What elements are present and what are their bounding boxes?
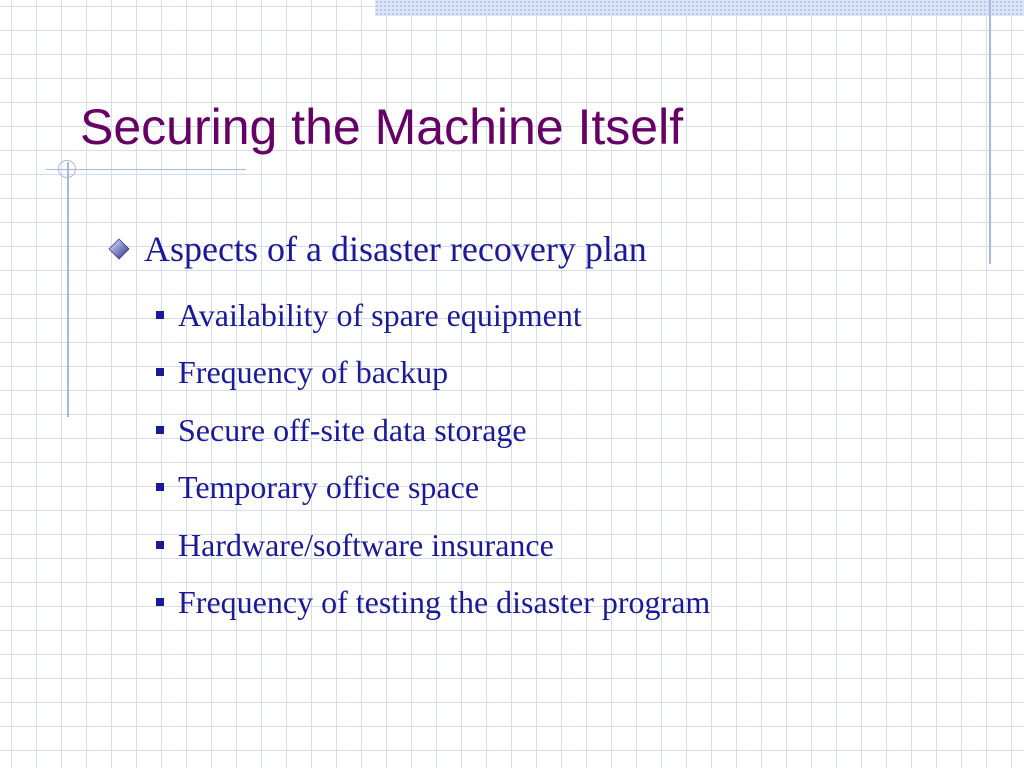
list-item xyxy=(156,516,710,574)
main-bullet-text: Aspects of a disaster recovery plan xyxy=(144,229,647,269)
slide-title: Securing the Machine Itself xyxy=(80,99,684,155)
list-item xyxy=(156,401,710,459)
sub-bullet-list xyxy=(156,286,710,631)
square-bullet-icon xyxy=(156,541,164,549)
decorative-circle xyxy=(58,160,76,178)
list-item-text: Hardware/software insurance xyxy=(178,526,554,563)
decorative-top-band xyxy=(375,0,1024,16)
square-bullet-icon xyxy=(156,368,164,376)
decorative-right-line xyxy=(989,0,991,264)
main-bullet xyxy=(108,226,647,272)
list-item xyxy=(156,459,710,517)
square-bullet-icon xyxy=(156,426,164,434)
list-item-text: Frequency of testing the disaster program xyxy=(178,584,711,621)
square-bullet-icon xyxy=(156,598,164,606)
square-bullet-icon xyxy=(156,311,164,319)
square-bullet-icon xyxy=(156,483,164,491)
diamond-bullet-icon xyxy=(108,238,130,260)
list-item xyxy=(156,574,710,632)
list-item xyxy=(156,286,710,344)
decorative-left-vertical-line xyxy=(67,162,69,417)
list-item-text: Temporary office space xyxy=(178,469,480,506)
list-item xyxy=(156,344,710,402)
decorative-left-horizontal-line xyxy=(46,169,246,170)
list-item-text: Frequency of backup xyxy=(178,354,449,391)
list-item-text: Availability of spare equipment xyxy=(178,296,582,333)
list-item-text: Secure off-site data storage xyxy=(178,411,527,448)
